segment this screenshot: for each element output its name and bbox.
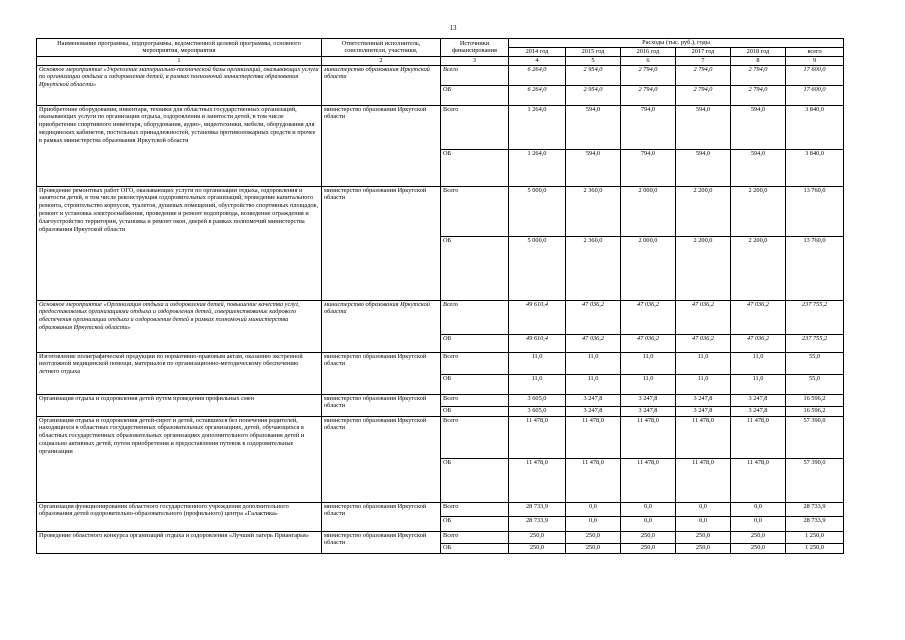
executor: министерство образования Иркутской области (322, 416, 441, 502)
expense-value: 47 036,2 (676, 334, 731, 352)
expense-value: 250,0 (509, 531, 566, 543)
funding-source: Всего (441, 300, 509, 334)
funding-source: ОБ (441, 374, 509, 394)
funding-source: ОБ (441, 85, 509, 105)
expense-value: 6 264,0 (509, 85, 566, 105)
expense-value: 2 360,0 (566, 186, 621, 236)
expense-value: 2 794,0 (676, 65, 731, 85)
expense-value: 13 760,0 (786, 236, 844, 300)
table-row (37, 105, 844, 149)
column-number: 4 (509, 56, 566, 65)
header-source: Источники финансирования (441, 39, 509, 57)
funding-source: Всего (441, 394, 509, 406)
expense-value: 17 600,0 (786, 85, 844, 105)
activity-name: Организация функционирования областного государственного учреждения дополнительного образования детей оздоровительно-образовательного (профильного) центра «Галактика» (37, 502, 322, 531)
expense-value: 28 733,9 (786, 516, 844, 531)
executor: министерство образования Иркутской области (322, 105, 441, 186)
table-row (37, 300, 844, 334)
table-row (37, 65, 844, 85)
expense-value: 11,0 (509, 374, 566, 394)
expense-value: 0,0 (676, 516, 731, 531)
expense-value: 2 954,0 (566, 65, 621, 85)
funding-source: Всего (441, 186, 509, 236)
expense-value: 250,0 (621, 531, 676, 543)
expense-value: 3 247,8 (566, 406, 621, 416)
expense-value: 55,0 (786, 352, 844, 374)
expense-value: 11,0 (621, 352, 676, 374)
expense-value: 2 000,0 (621, 186, 676, 236)
expense-value: 5 000,0 (509, 236, 566, 300)
expense-value: 11,0 (676, 374, 731, 394)
expense-value: 11 478,0 (731, 458, 786, 502)
expense-value: 11,0 (676, 352, 731, 374)
column-number: 3 (441, 56, 509, 65)
column-number: 9 (786, 56, 844, 65)
expense-value: 2 200,0 (731, 236, 786, 300)
expense-value: 0,0 (566, 502, 621, 516)
activity-name: Проведение областного конкурса организаций отдыха и оздоровления «Лучший лагерь Приангарья» (37, 531, 322, 553)
expense-value: 1 250,0 (786, 531, 844, 543)
executor: министерство образования Иркутской области (322, 502, 441, 531)
header-year: 2017 год (676, 47, 731, 56)
expense-value: 250,0 (566, 531, 621, 543)
column-number: 6 (621, 56, 676, 65)
header-year: всего (786, 47, 844, 56)
expense-value: 3 840,0 (786, 149, 844, 186)
table-row (37, 502, 844, 516)
expense-value: 250,0 (509, 543, 566, 553)
expense-value: 594,0 (676, 149, 731, 186)
expense-value: 1 250,0 (786, 543, 844, 553)
expense-value: 594,0 (676, 105, 731, 149)
expense-value: 47 036,2 (676, 300, 731, 334)
expense-value: 594,0 (731, 105, 786, 149)
expense-value: 3 605,0 (509, 406, 566, 416)
expense-value: 2 794,0 (621, 65, 676, 85)
expense-value: 11,0 (566, 374, 621, 394)
expense-value: 237 755,2 (786, 300, 844, 334)
expense-value: 57 390,0 (786, 416, 844, 458)
expense-value: 28 733,9 (509, 502, 566, 516)
expense-value: 0,0 (621, 516, 676, 531)
expense-value: 49 610,4 (509, 334, 566, 352)
expense-value: 2 794,0 (621, 85, 676, 105)
header-executor: Ответственный исполнитель, соисполнители, участники, (322, 39, 441, 57)
expense-value: 11 478,0 (621, 458, 676, 502)
funding-source: ОБ (441, 236, 509, 300)
table-row (37, 352, 844, 374)
executor: министерство образования Иркутской области (322, 531, 441, 553)
expense-value: 13 760,0 (786, 186, 844, 236)
expense-value: 3 840,0 (786, 105, 844, 149)
column-number: 7 (676, 56, 731, 65)
table-row (37, 531, 844, 543)
expense-value: 594,0 (566, 105, 621, 149)
expense-value: 3 247,8 (621, 406, 676, 416)
expense-value: 794,0 (621, 149, 676, 186)
funding-source: Всего (441, 416, 509, 458)
expense-value: 11 478,0 (676, 458, 731, 502)
budget-table (36, 38, 844, 554)
expense-value: 3 247,8 (621, 394, 676, 406)
expense-value: 1 264,0 (509, 149, 566, 186)
column-number: 2 (322, 56, 441, 65)
expense-value: 594,0 (566, 149, 621, 186)
funding-source: Всего (441, 531, 509, 543)
funding-source: ОБ (441, 149, 509, 186)
expense-value: 2 200,0 (731, 186, 786, 236)
activity-name: Организация отдыха и оздоровления детей-сирот и детей, оставшихся без попечения родителей, находящихся в областных государственных образовательных организациях, детей, обучающихся в областных государственных образовательных организациях дополнительного образования детей и социально активных детей, путем приобретения и предоставления путевок в оздоровительные организации (37, 416, 322, 502)
expense-value: 3 247,8 (566, 394, 621, 406)
expense-value: 11,0 (731, 352, 786, 374)
expense-value: 2 200,0 (676, 236, 731, 300)
expense-value: 0,0 (621, 502, 676, 516)
expense-value: 28 733,9 (509, 516, 566, 531)
expense-value: 3 247,8 (731, 394, 786, 406)
expense-value: 5 000,0 (509, 186, 566, 236)
expense-value: 250,0 (731, 531, 786, 543)
expense-value: 0,0 (676, 502, 731, 516)
executor: министерство образования Иркутской области (322, 352, 441, 394)
header-year: 2016 год (621, 47, 676, 56)
expense-value: 0,0 (566, 516, 621, 531)
expense-value: 3 605,0 (509, 394, 566, 406)
activity-name: Проведение ремонтных работ ОГО, оказывающих услуги по организации отдыха, оздоровления и занятости детей, в том числе реконструкция оздоровительных организаций, проведение капитального ремонта, строительство корпусов, туалетов, душевых помещений, обустройство спортивных площадок, ремонт и установка электроснабжения, проведение и ремонт водопровода, возведение ограждения и благоустройство территории, установка и ремонт окон, дверей в рамках полномочий министерства образования Иркутской области (37, 186, 322, 300)
expense-value: 47 036,2 (731, 334, 786, 352)
expense-value: 47 036,2 (621, 300, 676, 334)
header-year: 2018 год (731, 47, 786, 56)
expense-value: 250,0 (676, 543, 731, 553)
expense-value: 6 264,0 (509, 65, 566, 85)
expense-value: 2 794,0 (731, 85, 786, 105)
expense-value: 47 036,2 (621, 334, 676, 352)
executor: министерство образования Иркутской области (322, 394, 441, 416)
expense-value: 16 596,2 (786, 394, 844, 406)
expense-value: 11 478,0 (566, 458, 621, 502)
expense-value: 2 000,0 (621, 236, 676, 300)
page-number: 13 (449, 24, 457, 32)
executor: министерство образования Иркутской области (322, 65, 441, 105)
funding-source: ОБ (441, 458, 509, 502)
expense-value: 250,0 (676, 531, 731, 543)
activity-name: Организация отдыха и оздоровления детей путем проведения профильных смен (37, 394, 322, 416)
funding-source: Всего (441, 502, 509, 516)
activity-name: Приобретение оборудования, инвентаря, техники для областных государственных организаций, оказывающих услуги по организации отдыха, оздоровления и занятости детей, в том числе приобретение спортивного инвентаря, оборудования, аудио-, видеотехники, мебели, оборудования для медицинских кабинетов, постельных принадлежностей, установка противопожарных средств и прочее в рамках министерства образования Иркутской области (37, 105, 322, 186)
expense-value: 0,0 (731, 502, 786, 516)
funding-source: ОБ (441, 334, 509, 352)
column-number: 1 (37, 56, 322, 65)
expense-value: 2 794,0 (731, 65, 786, 85)
expense-value: 47 036,2 (566, 334, 621, 352)
expense-value: 28 733,9 (786, 502, 844, 516)
expense-value: 11,0 (621, 374, 676, 394)
funding-source: ОБ (441, 543, 509, 553)
funding-source: Всего (441, 352, 509, 374)
expense-value: 11 478,0 (509, 458, 566, 502)
expense-value: 2 200,0 (676, 186, 731, 236)
expense-value: 794,0 (621, 105, 676, 149)
expense-value: 2 794,0 (676, 85, 731, 105)
table-row (37, 416, 844, 458)
expense-value: 11 478,0 (676, 416, 731, 458)
expense-value: 3 247,8 (731, 406, 786, 416)
expense-value: 0,0 (731, 516, 786, 531)
expense-value: 250,0 (566, 543, 621, 553)
expense-value: 16 596,2 (786, 406, 844, 416)
expense-value: 11,0 (731, 374, 786, 394)
expense-value: 2 954,0 (566, 85, 621, 105)
expense-value: 2 360,0 (566, 236, 621, 300)
column-number: 8 (731, 56, 786, 65)
header-year: 2014 год (509, 47, 566, 56)
funding-source: ОБ (441, 516, 509, 531)
expense-value: 17 600,0 (786, 65, 844, 85)
executor: министерство образования Иркутской области (322, 186, 441, 300)
funding-source: Всего (441, 65, 509, 85)
table-row (37, 186, 844, 236)
header-expenses: Расходы (тыс. руб.), годы (509, 39, 844, 48)
expense-value: 250,0 (731, 543, 786, 553)
expense-value: 250,0 (621, 543, 676, 553)
header-name: Наименование программы, подпрограммы, ведомственной целевой программы, основного мероприятия, мероприятия (37, 39, 322, 57)
expense-value: 11 478,0 (566, 416, 621, 458)
expense-value: 11,0 (566, 352, 621, 374)
expense-value: 11 478,0 (731, 416, 786, 458)
expense-value: 47 036,2 (731, 300, 786, 334)
activity-name: Основное мероприятие «Укрепление материально-технической базы организаций, оказывающих услуги по организации отдыха и оздоровления детей, в рамках полномочий министерства образования Иркутской области» (37, 65, 322, 105)
expense-value: 3 247,8 (676, 406, 731, 416)
expense-value: 11 478,0 (621, 416, 676, 458)
expense-value: 11,0 (509, 352, 566, 374)
activity-name: Основное мероприятие «Организация отдыха и оздоровления детей, повышение качества услуг, предоставляемых организациями отдыха и оздоровления детей, совершенствование кадрового обеспечения организации отдыха и оздоровления детей в рамках полномочий министерства образования Иркутской области» (37, 300, 322, 352)
expense-value: 3 247,8 (676, 394, 731, 406)
expense-value: 594,0 (731, 149, 786, 186)
expense-value: 49 610,4 (509, 300, 566, 334)
header-year: 2015 год (566, 47, 621, 56)
expense-value: 55,0 (786, 374, 844, 394)
funding-source: ОБ (441, 406, 509, 416)
activity-name: Изготовление полиграфической продукции по нормативно-правовым актам, оказанию экстренной неотложной медицинской помощи, материалов по организационно-методическому обеспечению летнего отдыха (37, 352, 322, 394)
executor: министерство образования Иркутской области (322, 300, 441, 352)
expense-value: 47 036,2 (566, 300, 621, 334)
expense-value: 237 755,2 (786, 334, 844, 352)
expense-value: 57 390,0 (786, 458, 844, 502)
expense-value: 1 264,0 (509, 105, 566, 149)
funding-source: Всего (441, 105, 509, 149)
expense-value: 11 478,0 (509, 416, 566, 458)
column-number: 5 (566, 56, 621, 65)
table-row (37, 394, 844, 406)
